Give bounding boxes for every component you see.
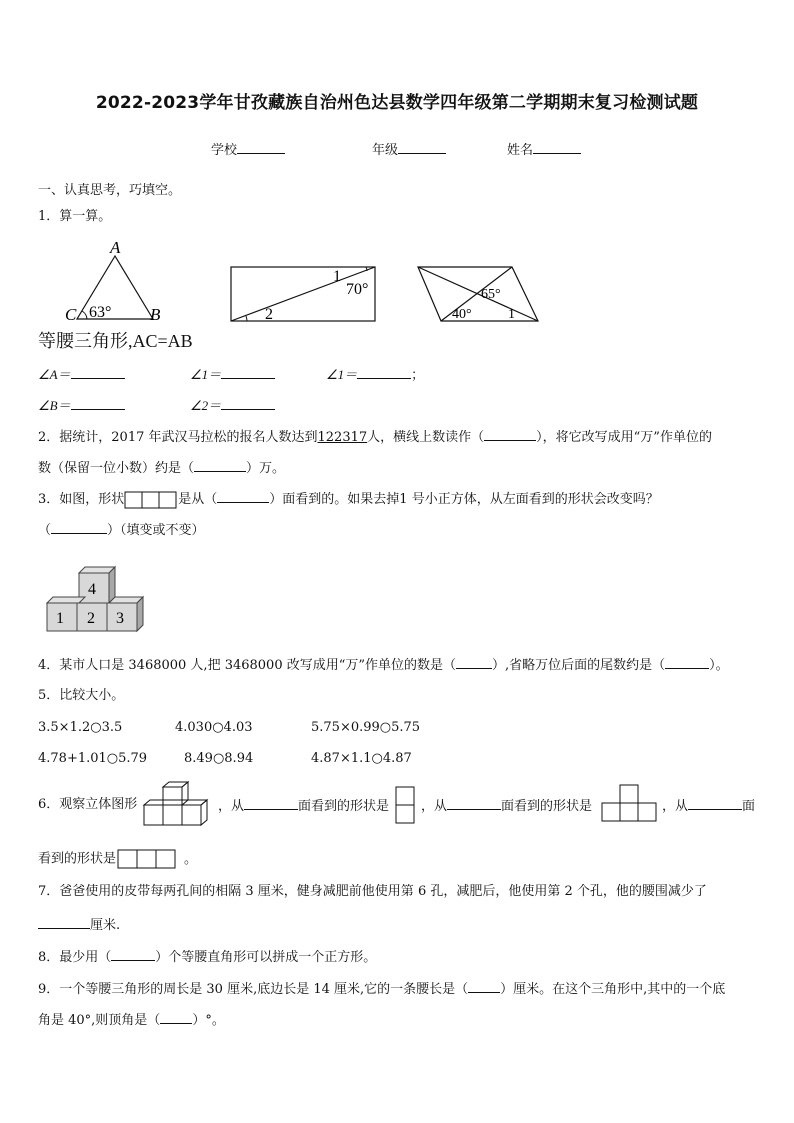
cube-label-1: 1 [56, 610, 64, 627]
para-angle-40: 40° [452, 307, 472, 322]
tri-angle-label: 63° [89, 304, 112, 321]
cube-label-3: 3 [116, 610, 124, 627]
cube-label-2: 2 [87, 610, 95, 627]
school-field[interactable]: 学校 [211, 141, 285, 159]
cube-label-4: 4 [88, 581, 96, 598]
question-9-line-2: 角是 40°,则顶角是（ ）°。 [38, 1013, 225, 1028]
question-3-line-1: 3．如图，形状 是从（ ）面看到的。如果去掉1 号小正方体，从左面看到的形状会改变吗？ [38, 492, 659, 507]
page-title: 2022-2023学年甘孜藏族自治州色达县数学四年级第二学期期末复习检测试题 [95, 93, 699, 113]
answer-angle-b[interactable]: ∠B＝ [38, 397, 125, 415]
solid-figure [142, 781, 214, 829]
compare-item-6: 4.87×1.1○4.87 [311, 751, 412, 766]
question-2-line-1: 2．据统计，2017 年武汉马拉松的报名人数达到122317人，横线上数读作（ ），将它改写成用“万”作单位的 [38, 430, 712, 445]
view-shape-3-squares [116, 848, 178, 870]
answer-angle-a[interactable]: ∠A＝ [38, 366, 125, 384]
question-9-line-1: 9．一个等腰三角形的周长是 30 厘米,底边长是 14 厘米,它的一条腰长是（ ）厘米。在这个三角形中,其中的一个底 [38, 982, 726, 997]
question-8: 8．最少用（ ）个等腰直角形可以拼成一个正方形。 [38, 950, 377, 965]
tri-label-c: C [65, 305, 77, 324]
tri-label-a: A [110, 238, 121, 257]
grade-field[interactable]: 年级 [372, 141, 446, 159]
parallelogram-figure [415, 264, 545, 324]
rectangle-figure [228, 264, 380, 324]
answer-rect-angle-2[interactable]: ∠2＝ [190, 397, 275, 415]
question-7-line-2: 厘米. [38, 916, 120, 934]
triangle-caption: 等腰三角形,AC=AB [38, 331, 193, 351]
question-4: 4．某市人口是 3468000 人,把 3468000 改写成用“万”作单位的数是（ ）,省略万位后面的尾数约是（ ）。 [38, 658, 729, 673]
name-field[interactable]: 姓名 [507, 141, 581, 159]
question-5: 5．比较大小。 [38, 688, 125, 703]
question-6-part-2: ，从 面看到的形状是 [421, 799, 593, 814]
section-heading: 一、认真思考，巧填空。 [38, 183, 182, 198]
three-square-shape [124, 491, 178, 509]
compare-item-2: 4.030○4.03 [175, 720, 253, 735]
compare-item-1: 3.5×1.2○3.5 [38, 720, 123, 735]
question-6-part-1: ，从 面看到的形状是 [218, 799, 390, 814]
question-6-label: 6．观察立体图形 [38, 797, 138, 812]
rect-angle-label: 70° [346, 281, 369, 298]
compare-item-5: 8.49○8.94 [184, 751, 254, 766]
answer-para-angle-1[interactable]: ∠1＝ ； [326, 367, 425, 383]
para-angle-65: 65° [481, 287, 501, 302]
rect-label-2: 2 [265, 306, 273, 323]
compare-item-4: 4.78+1.01○5.79 [38, 751, 148, 766]
question-6-part-3: ，从 面 [662, 799, 756, 814]
question-7-line-1: 7．爸爸使用的皮带每两孔间的相隔 3 厘米，健身减肥前他使用第 6 孔，减肥后，他使用第 2 个孔，他的腰围减少了 [38, 884, 707, 899]
view-shape-t-shape [600, 783, 660, 825]
tri-label-b: B [150, 305, 161, 324]
answer-rect-angle-1[interactable]: ∠1＝ [190, 366, 275, 384]
rect-label-1: 1 [333, 268, 341, 285]
compare-item-3: 5.75×0.99○5.75 [311, 720, 421, 735]
underlined-number: 122317 [317, 430, 368, 445]
question-1: 1．算一算。 [38, 209, 112, 224]
cube-stack-figure [43, 563, 148, 635]
question-6-line-2: 看到的形状是 。 [38, 848, 197, 870]
question-3-line-2: （ ）（填变或不变） [38, 523, 205, 538]
isosceles-triangle-figure [60, 236, 180, 326]
view-shape-2-squares [394, 785, 418, 825]
question-2-line-2: 数（保留一位小数）约是（ ）万。 [38, 461, 286, 476]
para-label-1: 1 [508, 307, 515, 322]
